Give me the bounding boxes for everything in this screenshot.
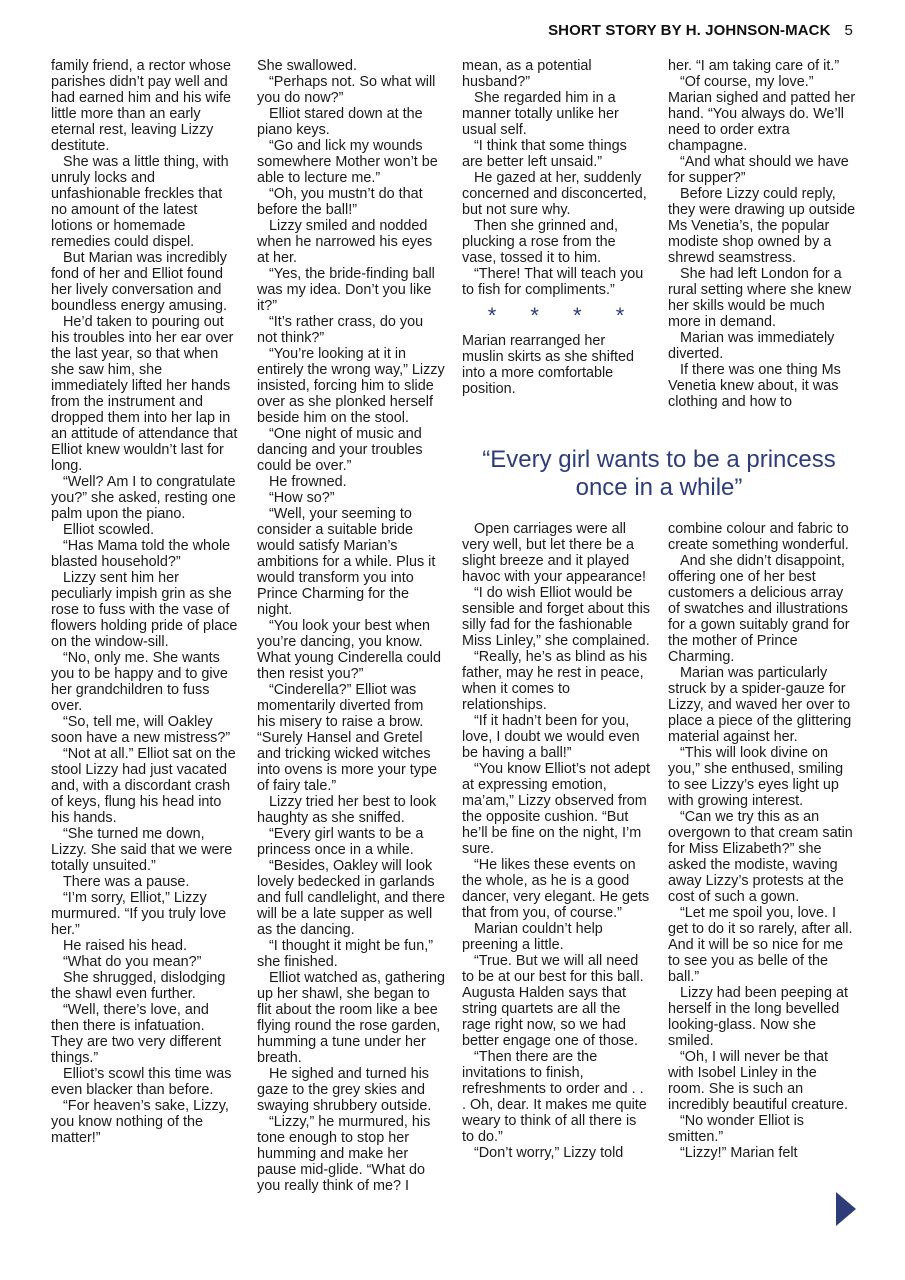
paragraph: “Can we try this as an overgown to that cream satin for Miss Elizabeth?” she asked the modiste, waving away Lizzy’s protests at the cost of such a gown. bbox=[668, 809, 853, 905]
paragraph: mean, as a potential husband?” bbox=[462, 58, 592, 90]
paragraph: “I think that some things are better left unsaid.” bbox=[462, 138, 627, 170]
paragraph: “Then there are the invitations to finish, refreshments to order and . . . Oh, dear. It makes me quite weary to think of all there is to do.” bbox=[462, 1049, 647, 1145]
paragraph: “How so?” bbox=[269, 490, 335, 506]
paragraph: “Every girl wants to be a princess once in a while. bbox=[257, 826, 424, 858]
paragraph: “True. But we will all need to be at our best for this ball. Augusta Halden says that string quartets are all the rage right now, so we had better engage one of those. bbox=[462, 953, 644, 1049]
paragraph: Elliot scowled. bbox=[63, 522, 155, 538]
paragraph: Marian rearranged her muslin skirts as she shifted into a more comfortable position. bbox=[462, 333, 634, 397]
page-number: 5 bbox=[844, 22, 853, 39]
paragraph: “Lizzy!” Marian felt bbox=[680, 1145, 798, 1161]
paragraph: He sighed and turned his gaze to the grey skies and swaying shrubbery outside. bbox=[257, 1066, 432, 1114]
paragraph: Lizzy sent him her peculiarly impish grin as she rose to fuss with the vase of flowers holding pride of place on the window-sill. bbox=[51, 570, 238, 650]
paragraph: “One night of music and dancing and your troubles could be over.” bbox=[257, 426, 423, 474]
paragraph: There was a pause. bbox=[63, 874, 190, 890]
paragraph: “It’s rather crass, do you not think?” bbox=[257, 314, 424, 346]
paragraph: “I’m sorry, Elliot,” Lizzy murmured. “If you truly love her.” bbox=[51, 890, 227, 938]
paragraph: “You know Elliot’s not adept at expressing emotion, ma’am,” Lizzy observed from the opposite cushion. “But he’ll be fine on the night, I’m sure. bbox=[462, 761, 651, 857]
paragraph: “What do you mean?” bbox=[63, 954, 202, 970]
paragraph: “Not at all.” Elliot sat on the stool Lizzy had just vacated and, with a discordant crash of keys, flung his head into his hands. bbox=[51, 746, 236, 826]
paragraph: “You’re looking at it in entirely the wrong way,” Lizzy insisted, forcing him to slide over as she plonked herself beside him on the stool. bbox=[257, 346, 445, 426]
col4-top-paragraphs bbox=[668, 58, 856, 410]
paragraph: “Let me spoil you, love. I get to do it so rarely, after all. And it will be so nice for me to see you as belle of the ball.” bbox=[668, 905, 853, 985]
paragraph: “If it hadn’t been for you, love, I doubt we would even be having a ball!” bbox=[462, 713, 640, 761]
paragraph: She shrugged, dislodging the shawl even further. bbox=[51, 970, 226, 1002]
paragraph: He raised his head. bbox=[63, 938, 187, 954]
col3-mid-paragraphs bbox=[462, 333, 650, 397]
paragraph: Before Lizzy could reply, they were drawing up outside Ms Venetia’s, the popular modiste shop owned by a shrewd seamstress. bbox=[668, 186, 856, 266]
paragraph: Marian was immediately diverted. bbox=[668, 330, 835, 362]
paragraph: combine colour and fabric to create something wonderful. bbox=[668, 521, 849, 553]
pull-quote: “Every girl wants to be a princess once in a while” bbox=[482, 446, 836, 501]
column-2 bbox=[257, 58, 445, 1194]
paragraph: “Besides, Oakley will look lovely bedecked in garlands and full candlelight, and there will be a late supper as well as the dancing. bbox=[257, 858, 446, 938]
paragraph: “Well, your seeming to consider a suitable bride would satisfy Marian’s ambitions for a while. Plus it would transform you into Prince Charming for the night. bbox=[257, 506, 436, 618]
next-page-triangle-right-icon[interactable] bbox=[836, 1192, 856, 1226]
running-header bbox=[548, 22, 853, 39]
paragraph: “Cinderella?” Elliot was momentarily diverted from his misery to raise a brow. “Surely Hansel and Gretel and tricking wicked witches into ovens is more your type of fairy tale.” bbox=[257, 682, 437, 794]
paragraph: He’d taken to pouring out his troubles into her ear over the last year, so that when she saw him, she immediately lifted her hands from the instrument and dropped them into her lap in an attitude of attendance that Elliot knew wouldn’t last for long. bbox=[51, 314, 238, 474]
column-3-top bbox=[462, 58, 650, 397]
paragraph: “She turned me down, Lizzy. She said that we were totally unsuited.” bbox=[51, 826, 233, 874]
paragraph: He gazed at her, suddenly concerned and disconcerted, but not sure why. bbox=[462, 170, 647, 218]
paragraph: “Don’t worry,” Lizzy told bbox=[474, 1145, 624, 1161]
paragraph: “You look your best when you’re dancing, you know. What young Cinderella could then resist you?” bbox=[257, 618, 441, 682]
paragraph: “And what should we have for supper?” bbox=[668, 154, 849, 186]
paragraph: Marian couldn’t help preening a little. bbox=[462, 921, 603, 953]
paragraph: “Go and lick my wounds somewhere Mother won’t be able to lecture me.” bbox=[257, 138, 438, 186]
paragraph: “Lizzy,” he murmured, his tone enough to stop her humming and make her pause mid-glide. “What do you really think of me? I bbox=[257, 1114, 431, 1194]
paragraph: If there was one thing Ms Venetia knew about, it was clothing and how to bbox=[668, 362, 841, 410]
column-1 bbox=[51, 58, 239, 1146]
header-title: SHORT STORY BY H. JOHNSON-MACK bbox=[548, 22, 831, 39]
paragraph: Then she grinned and, plucking a rose from the vase, tossed it to him. bbox=[462, 218, 619, 266]
paragraph: He frowned. bbox=[269, 474, 347, 490]
paragraph: She regarded him in a manner totally unlike her usual self. bbox=[462, 90, 619, 138]
col3-top-paragraphs bbox=[462, 58, 650, 298]
col4-bottom-paragraphs bbox=[668, 521, 856, 1161]
paragraph: her. “I am taking care of it.” bbox=[668, 58, 840, 74]
paragraph: She swallowed. bbox=[257, 58, 357, 74]
paragraph: Lizzy had been peeping at herself in the long bevelled looking-glass. Now she smiled. bbox=[668, 985, 849, 1049]
paragraph: “Oh, you mustn’t do that before the ball!” bbox=[257, 186, 423, 218]
paragraph: “Yes, the bride-finding ball was my idea. Don’t you like it?” bbox=[257, 266, 435, 314]
paragraph: “Really, he’s as blind as his father, may he rest in peace, when it comes to relationships. bbox=[462, 649, 648, 713]
paragraph: But Marian was incredibly fond of her and Elliot found her lively conversation and boundless energy amusing. bbox=[51, 250, 227, 314]
paragraph: “No wonder Elliot is smitten.” bbox=[668, 1113, 804, 1145]
paragraph: “Well, there’s love, and then there is infatuation. They are two very different things.” bbox=[51, 1002, 222, 1066]
section-break-stars: * * * * bbox=[487, 303, 639, 328]
paragraph: family friend, a rector whose parishes didn’t pay well and had earned him and his wife little more than an early eternal rest, leaving Lizzy destitute. bbox=[51, 58, 231, 154]
paragraph: “Of course, my love.” Marian sighed and patted her hand. “You always do. We’ll need to order extra champagne. bbox=[668, 74, 856, 154]
paragraph: “For heaven’s sake, Lizzy, you know nothing of the matter!” bbox=[51, 1098, 229, 1146]
paragraph: She had left London for a rural setting where she knew her skills would be much more in demand. bbox=[668, 266, 852, 330]
paragraph: “So, tell me, will Oakley soon have a new mistress?” bbox=[51, 714, 231, 746]
paragraph: She was a little thing, with unruly locks and unfashionable freckles that no amount of the latest lotions or homemade remedies could dispel. bbox=[51, 154, 229, 250]
paragraph: “No, only me. She wants you to be happy and to give her grandchildren to fuss over. bbox=[51, 650, 228, 714]
paragraph: “Oh, I will never be that with Isobel Linley in the room. She is such an incredibly beautiful creature. bbox=[668, 1049, 848, 1113]
paragraph: Marian was particularly struck by a spider-gauze for Lizzy, and waved her over to place a piece of the glittering material against her. bbox=[668, 665, 852, 745]
paragraph: “Perhaps not. So what will you do now?” bbox=[257, 74, 436, 106]
paragraph: Elliot’s scowl this time was even blacker than before. bbox=[51, 1066, 232, 1098]
paragraph: Lizzy tried her best to look haughty as she sniffed. bbox=[257, 794, 437, 826]
paragraph: “Has Mama told the whole blasted household?” bbox=[51, 538, 231, 570]
paragraph: “This will look divine on you,” she enthused, smiling to see Lizzy’s eyes light up with growing interest. bbox=[668, 745, 844, 809]
paragraph: Open carriages were all very well, but let there be a slight breeze and it played havoc with your appearance! bbox=[462, 521, 646, 585]
paragraph: Lizzy smiled and nodded when he narrowed his eyes at her. bbox=[257, 218, 433, 266]
paragraph: “Well? Am I to congratulate you?” she asked, resting one palm upon the piano. bbox=[51, 474, 236, 522]
col2-paragraphs bbox=[257, 58, 445, 1194]
paragraph: “He likes these events on the whole, as he is a good dancer, very elegant. He gets that from you, of course.” bbox=[462, 857, 650, 921]
paragraph: “I thought it might be fun,” she finished. bbox=[257, 938, 433, 970]
column-4-bottom bbox=[668, 521, 856, 1161]
col3-bottom-paragraphs bbox=[462, 521, 650, 1161]
paragraph: And she didn’t disappoint, offering one of her best customers a delicious array of swatches and illustrations for a gown suitably grand for the mother of Prince Charming. bbox=[668, 553, 850, 665]
column-4-top bbox=[668, 58, 856, 410]
column-3-bottom bbox=[462, 521, 650, 1161]
paragraph: Elliot stared down at the piano keys. bbox=[257, 106, 423, 138]
paragraph: Elliot watched as, gathering up her shawl, she began to flit about the room like a bee flying round the rose garden, humming a tune under her breath. bbox=[257, 970, 445, 1066]
col1-paragraphs bbox=[51, 58, 239, 1146]
paragraph: “There! That will teach you to fish for compliments.” bbox=[462, 266, 644, 298]
paragraph: “I do wish Elliot would be sensible and forget about this silly fad for the fashionable Miss Linley,” she complained. bbox=[462, 585, 651, 649]
